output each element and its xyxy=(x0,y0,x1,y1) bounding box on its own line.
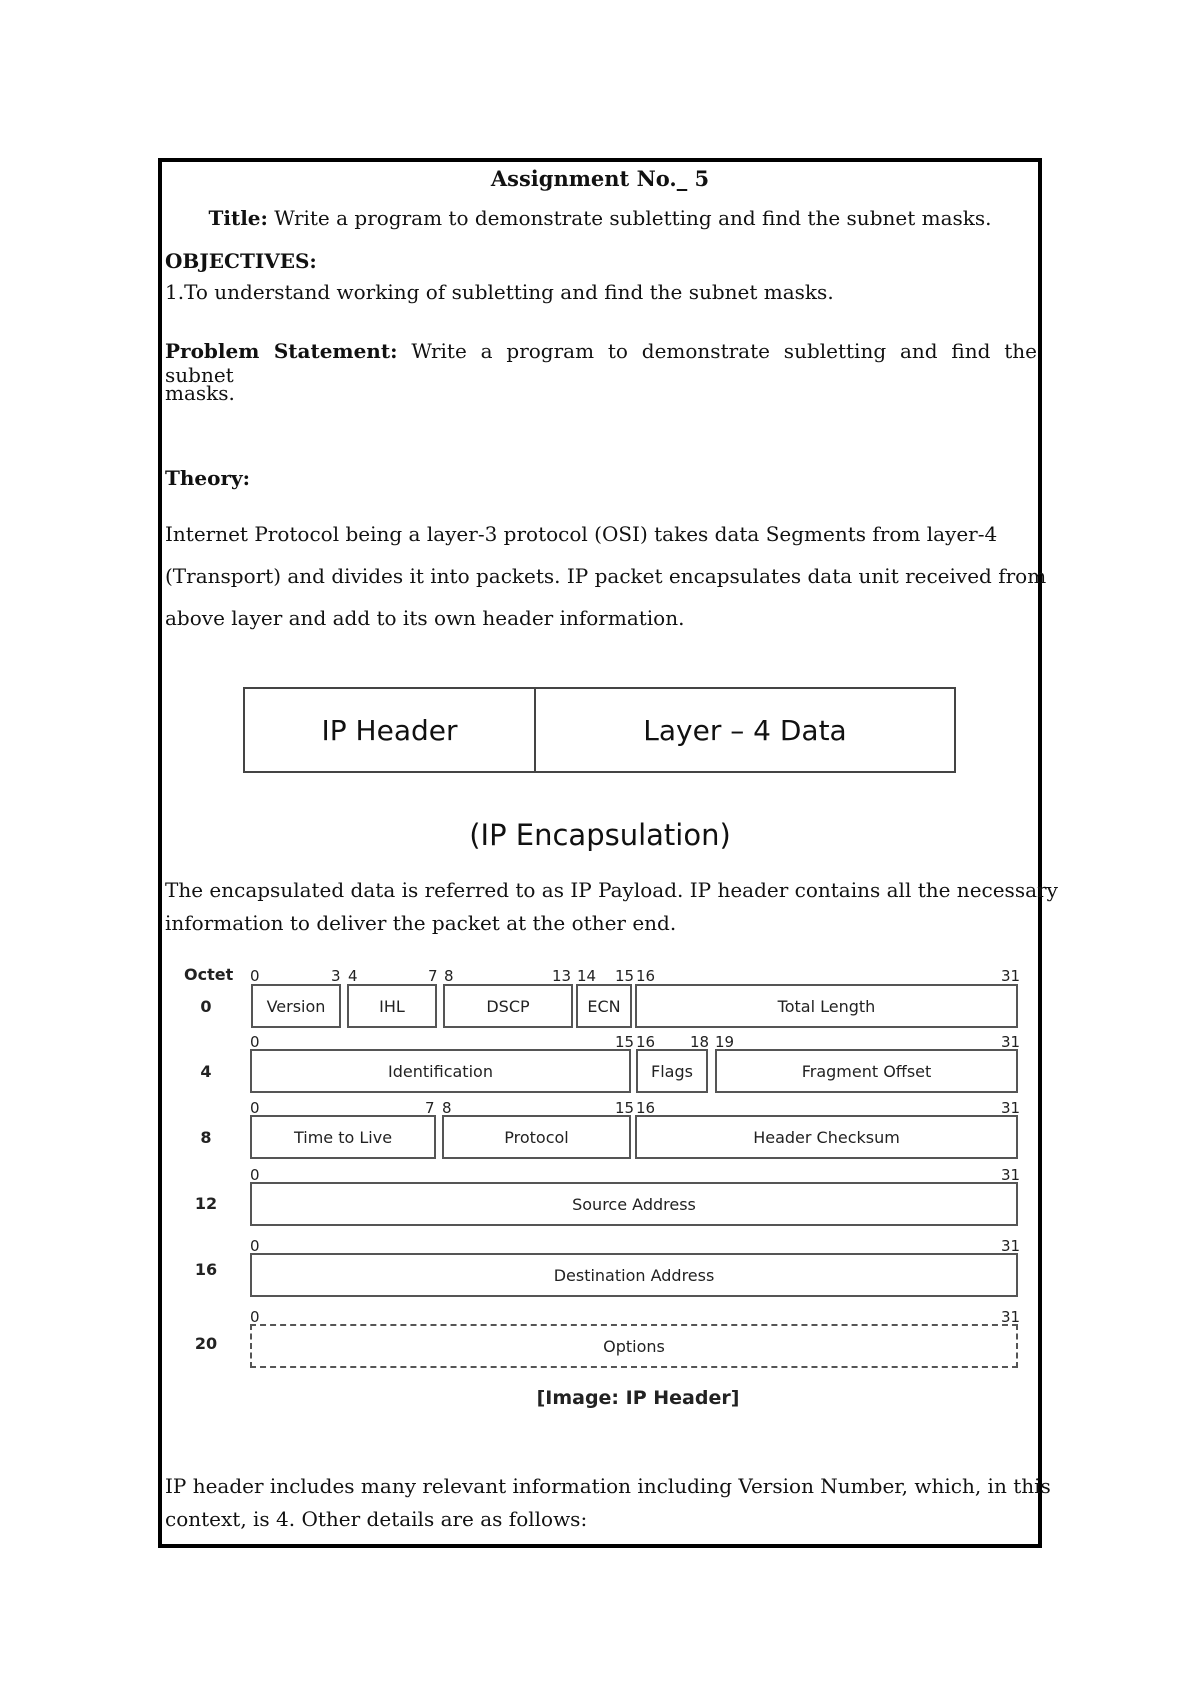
bit-number: 8 xyxy=(444,967,454,985)
bit-number: 0 xyxy=(250,1033,260,1051)
field-flags: Flags xyxy=(636,1049,708,1093)
problem-line-1 xyxy=(165,339,1037,387)
theory-heading: Theory: xyxy=(165,466,251,490)
version-para-line: context, is 4. Other details are as follows: xyxy=(165,1507,588,1531)
objectives-heading: OBJECTIVES: xyxy=(165,249,317,273)
bit-number: 16 xyxy=(636,967,656,985)
assignment-heading: Assignment No._ 5 xyxy=(490,166,710,191)
octet-number: 16 xyxy=(194,1260,218,1279)
field-protocol: Protocol xyxy=(442,1115,631,1159)
layer4-data-label: Layer – 4 Data xyxy=(643,713,847,747)
bit-number: 7 xyxy=(425,1099,435,1117)
octet-label: Octet xyxy=(184,965,234,984)
ip-header-caption: [Image: IP Header] xyxy=(536,1387,740,1409)
payload-para-line: The encapsulated data is referred to as IP Payload. IP header contains all the necessary xyxy=(165,878,1058,902)
bit-number: 31 xyxy=(1001,1308,1021,1326)
field-dscp: DSCP xyxy=(443,984,573,1028)
problem-text: Write a program to demonstrate subletting and find the subnet xyxy=(165,339,1038,387)
bit-number: 18 xyxy=(690,1033,710,1051)
field-time-to-live: Time to Live xyxy=(250,1115,436,1159)
bit-number: 0 xyxy=(250,1166,260,1184)
theory-para-line: (Transport) and divides it into packets. IP packet encapsulates data unit received from xyxy=(165,564,1047,588)
octet-number: 8 xyxy=(200,1128,212,1147)
field-options: Options xyxy=(250,1324,1018,1368)
bit-number: 19 xyxy=(715,1033,735,1051)
bit-number: 3 xyxy=(331,967,341,985)
title-line xyxy=(162,206,1038,230)
bit-number: 31 xyxy=(1001,1166,1021,1184)
objective-item: 1.To understand working of subletting and find the subnet masks. xyxy=(165,280,834,304)
title-text: Write a program to demonstrate subletting and find the subnet masks. xyxy=(267,206,992,230)
bit-number: 31 xyxy=(1001,1033,1021,1051)
bit-number: 14 xyxy=(577,967,597,985)
theory-para-line: Internet Protocol being a layer-3 protocol (OSI) takes data Segments from layer-4 xyxy=(165,522,998,546)
version-para-line: IP header includes many relevant information including Version Number, which, in this xyxy=(165,1474,1051,1498)
field-header-checksum: Header Checksum xyxy=(635,1115,1018,1159)
bit-number: 7 xyxy=(428,967,438,985)
theory-para-line: above layer and add to its own header information. xyxy=(165,606,685,630)
ip-header-box xyxy=(243,687,536,773)
problem-label: Problem Statement: xyxy=(165,339,398,363)
problem-line-2: masks. xyxy=(165,381,235,405)
bit-number: 0 xyxy=(250,1237,260,1255)
bit-number: 31 xyxy=(1001,1237,1021,1255)
octet-number: 20 xyxy=(194,1334,218,1353)
field-ecn: ECN xyxy=(576,984,632,1028)
bit-number: 31 xyxy=(1001,967,1021,985)
field-fragment-offset: Fragment Offset xyxy=(715,1049,1018,1093)
octet-number: 0 xyxy=(200,997,212,1016)
layer4-data-box xyxy=(534,687,956,773)
bit-number: 0 xyxy=(250,1099,260,1117)
bit-number: 15 xyxy=(615,1033,635,1051)
field-identification: Identification xyxy=(250,1049,631,1093)
bit-number: 4 xyxy=(348,967,358,985)
bit-number: 15 xyxy=(615,1099,635,1117)
bit-number: 15 xyxy=(615,967,635,985)
bit-number: 16 xyxy=(636,1033,656,1051)
octet-number: 4 xyxy=(200,1062,212,1081)
encapsulation-caption: (IP Encapsulation) xyxy=(469,818,731,852)
bit-number: 16 xyxy=(636,1099,656,1117)
bit-number: 13 xyxy=(552,967,572,985)
bit-number: 0 xyxy=(250,967,260,985)
bit-number: 31 xyxy=(1001,1099,1021,1117)
octet-number: 12 xyxy=(194,1194,218,1213)
title-label: Title: xyxy=(208,206,268,230)
field-version: Version xyxy=(251,984,341,1028)
bit-number: 0 xyxy=(250,1308,260,1326)
payload-para-line: information to deliver the packet at the other end. xyxy=(165,911,677,935)
field-total-length: Total Length xyxy=(635,984,1018,1028)
ip-header-label: IP Header xyxy=(321,713,458,747)
field-source-address: Source Address xyxy=(250,1182,1018,1226)
field-ihl: IHL xyxy=(347,984,437,1028)
field-destination-address: Destination Address xyxy=(250,1253,1018,1297)
bit-number: 8 xyxy=(442,1099,452,1117)
